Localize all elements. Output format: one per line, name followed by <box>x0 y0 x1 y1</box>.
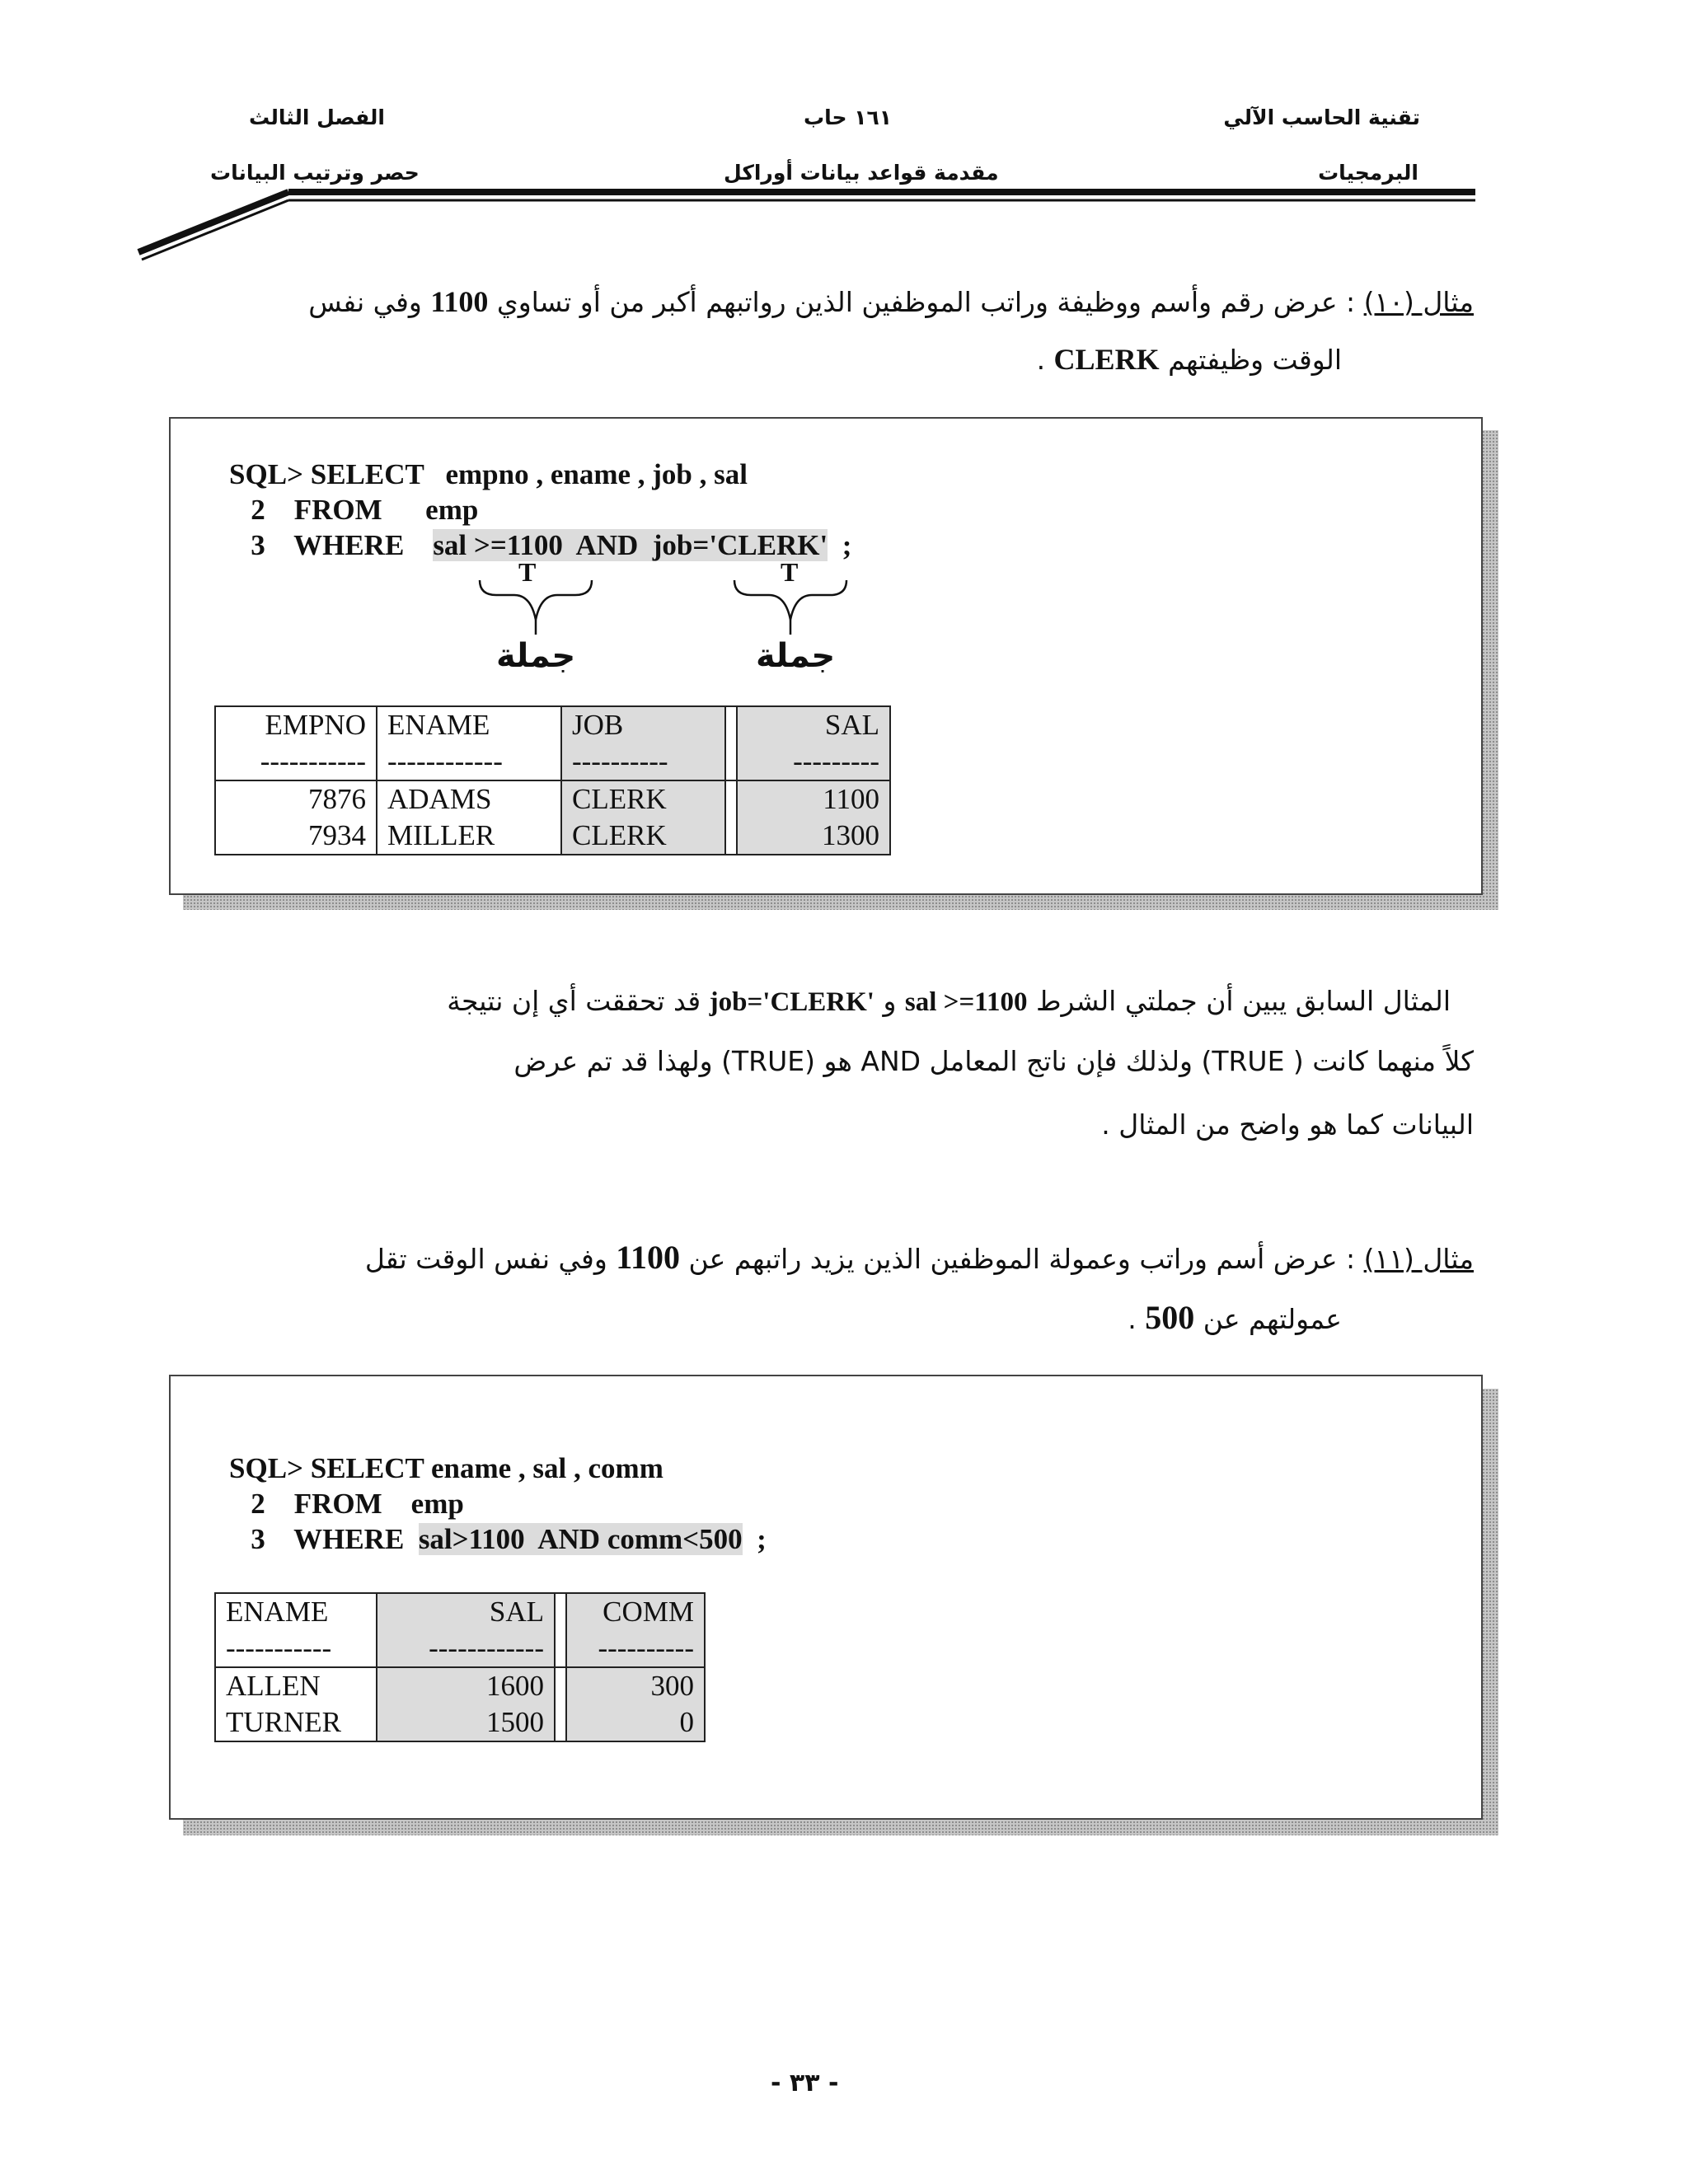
th-sal: SAL <box>489 1596 544 1628</box>
table-cell <box>555 1667 566 1741</box>
example11-num: 1100 <box>616 1239 681 1276</box>
box2 <box>169 1375 1483 1820</box>
table-cell <box>377 780 561 855</box>
box1-sql-line2: 2 FROM emp <box>229 494 479 526</box>
para-text-a: المثال السابق يبين أن جملتي الشرط <box>1027 985 1451 1017</box>
example10-label: مثال (١٠) <box>1363 286 1474 318</box>
dash: ----------- <box>260 745 366 777</box>
table-cell <box>561 780 725 855</box>
cell-comm: 0 <box>679 1706 694 1738</box>
header-left-top: الفصل الثالث <box>249 105 386 129</box>
table-cell <box>215 780 377 855</box>
cell-sal: 1100 <box>823 783 879 815</box>
table-cell <box>377 1667 555 1741</box>
header-right-bottom: البرمجيات <box>1318 161 1418 185</box>
col-comm <box>566 1593 705 1667</box>
brace-icon-2 <box>734 580 846 635</box>
example10-text-c: الوقت وظيفتهم <box>1159 344 1342 376</box>
page-number: - ٣٣ - <box>771 2069 839 2097</box>
table-cell <box>737 780 890 855</box>
example10-text-a: : عرض رقم وأسم ووظيفة وراتب الموظفين الذين رواتبهم أكبر من أو تساوي <box>488 286 1364 318</box>
dash: ---------- <box>572 745 668 777</box>
example10-text-b: وفي نفس <box>308 286 431 318</box>
box2-sql-line2: 2 FROM emp <box>229 1488 464 1520</box>
cell-comm: 300 <box>650 1670 694 1702</box>
brace-label-2: جملة <box>756 637 836 675</box>
brace-icon-1 <box>480 580 592 635</box>
example10-clerk: CLERK <box>1053 343 1160 376</box>
col-spacer <box>555 1593 566 1667</box>
para-line3: البيانات كما هو واضح من المثال . <box>1101 1108 1474 1141</box>
th-sal: SAL <box>824 709 879 741</box>
th-comm: COMM <box>603 1596 694 1628</box>
cell-sal: 1600 <box>486 1670 544 1702</box>
para-line2: كلاً منهما كانت ( TRUE) ولذلك فإن ناتج المعامل AND هو (TRUE) ولهذا قد تم عرض <box>513 1045 1474 1077</box>
para-line1 <box>447 985 1451 1018</box>
col-sal <box>377 1593 555 1667</box>
table-row <box>215 780 890 855</box>
table-cell <box>566 1667 705 1741</box>
table-row <box>215 1593 705 1667</box>
header-left-bottom: حصر وترتيب البيانات <box>210 161 420 185</box>
header-center-top: ١٦١ حاب <box>804 105 893 129</box>
dash: ----------- <box>226 1632 332 1664</box>
box1 <box>169 417 1483 895</box>
example11-line2 <box>1128 1298 1342 1337</box>
table-row <box>215 706 890 780</box>
para-cond2: job='CLERK' <box>709 987 874 1017</box>
example11-label: مثال (١١) <box>1363 1243 1474 1275</box>
box2-semicolon: ; <box>742 1523 767 1555</box>
example11-text-b: وفي نفس الوقت تقل <box>364 1243 617 1275</box>
example11-text-c: عمولتهم عن <box>1194 1303 1342 1335</box>
cell-empno: 7876 <box>308 783 366 815</box>
dash: ------------ <box>429 1632 544 1664</box>
box1-and: AND <box>562 529 653 561</box>
example11-text-a: : عرض أسم وراتب وعمولة الموظفين الذين يزيد راتبهم عن <box>680 1243 1364 1275</box>
box2-sql-where: 3 WHERE <box>229 1523 419 1555</box>
box1-result-table <box>214 705 891 855</box>
table-cell <box>725 780 737 855</box>
box2-cond: sal>1100 AND comm<500 <box>418 1523 743 1555</box>
col-empno <box>215 706 377 780</box>
example11-text-d: . <box>1128 1303 1146 1335</box>
cell-empno: 7934 <box>308 819 366 851</box>
col-spacer <box>725 706 737 780</box>
box2-sql-line3 <box>229 1523 767 1556</box>
cell-ename: TURNER <box>226 1706 341 1738</box>
cell-ename: MILLER <box>387 819 495 851</box>
col-job <box>561 706 725 780</box>
header-right-top: تقنية الحاسب الآلي <box>1223 105 1420 129</box>
col-sal <box>737 706 890 780</box>
para-text-b: قد تحققت أي إن نتيجة <box>447 985 701 1017</box>
dash: ---------- <box>598 1632 694 1664</box>
th-job: JOB <box>572 709 624 741</box>
cell-sal: 1300 <box>822 819 879 851</box>
para-cond1: sal >=1100 <box>904 987 1028 1017</box>
cell-sal: 1500 <box>486 1706 544 1738</box>
header-center-bottom: مقدمة قواعد بيانات أوراكل <box>724 161 999 185</box>
th-ename: ENAME <box>226 1596 329 1628</box>
example10-line2 <box>1037 342 1342 377</box>
col-ename <box>215 1593 377 1667</box>
box2-sql-line1: SQL> SELECT ename , sal , comm <box>229 1452 663 1484</box>
th-empno: EMPNO <box>265 709 366 741</box>
box1-t1: T <box>518 557 537 587</box>
example10-line1 <box>308 284 1474 319</box>
th-ename: ENAME <box>387 709 490 741</box>
box2-result-table <box>214 1592 706 1742</box>
table-cell <box>215 1667 377 1741</box>
para-and: و <box>874 985 897 1017</box>
cell-ename: ADAMS <box>387 783 492 815</box>
dash: ------------ <box>387 745 503 777</box>
brace-label-1: جملة <box>496 637 576 675</box>
cell-ename: ALLEN <box>226 1670 321 1702</box>
example11-num2: 500 <box>1145 1299 1195 1336</box>
cell-job: CLERK <box>572 783 667 815</box>
col-ename <box>377 706 561 780</box>
box1-t2: T <box>781 557 799 587</box>
box1-sql-line1: SQL> SELECT empno , ename , job , sal <box>229 458 748 490</box>
box1-cond1: sal >=1100 <box>433 529 563 561</box>
cell-job: CLERK <box>572 819 667 851</box>
box1-cond2: job='CLERK' <box>652 529 828 561</box>
box1-sql-where: 3 WHERE <box>229 529 434 561</box>
example10-text-d: . <box>1036 344 1054 376</box>
box1-semicolon: ; <box>828 529 852 561</box>
table-row <box>215 1667 705 1741</box>
example10-num: 1100 <box>430 285 489 318</box>
header-rule <box>0 0 1688 272</box>
example11-line1 <box>365 1238 1474 1277</box>
dash: --------- <box>793 745 879 777</box>
